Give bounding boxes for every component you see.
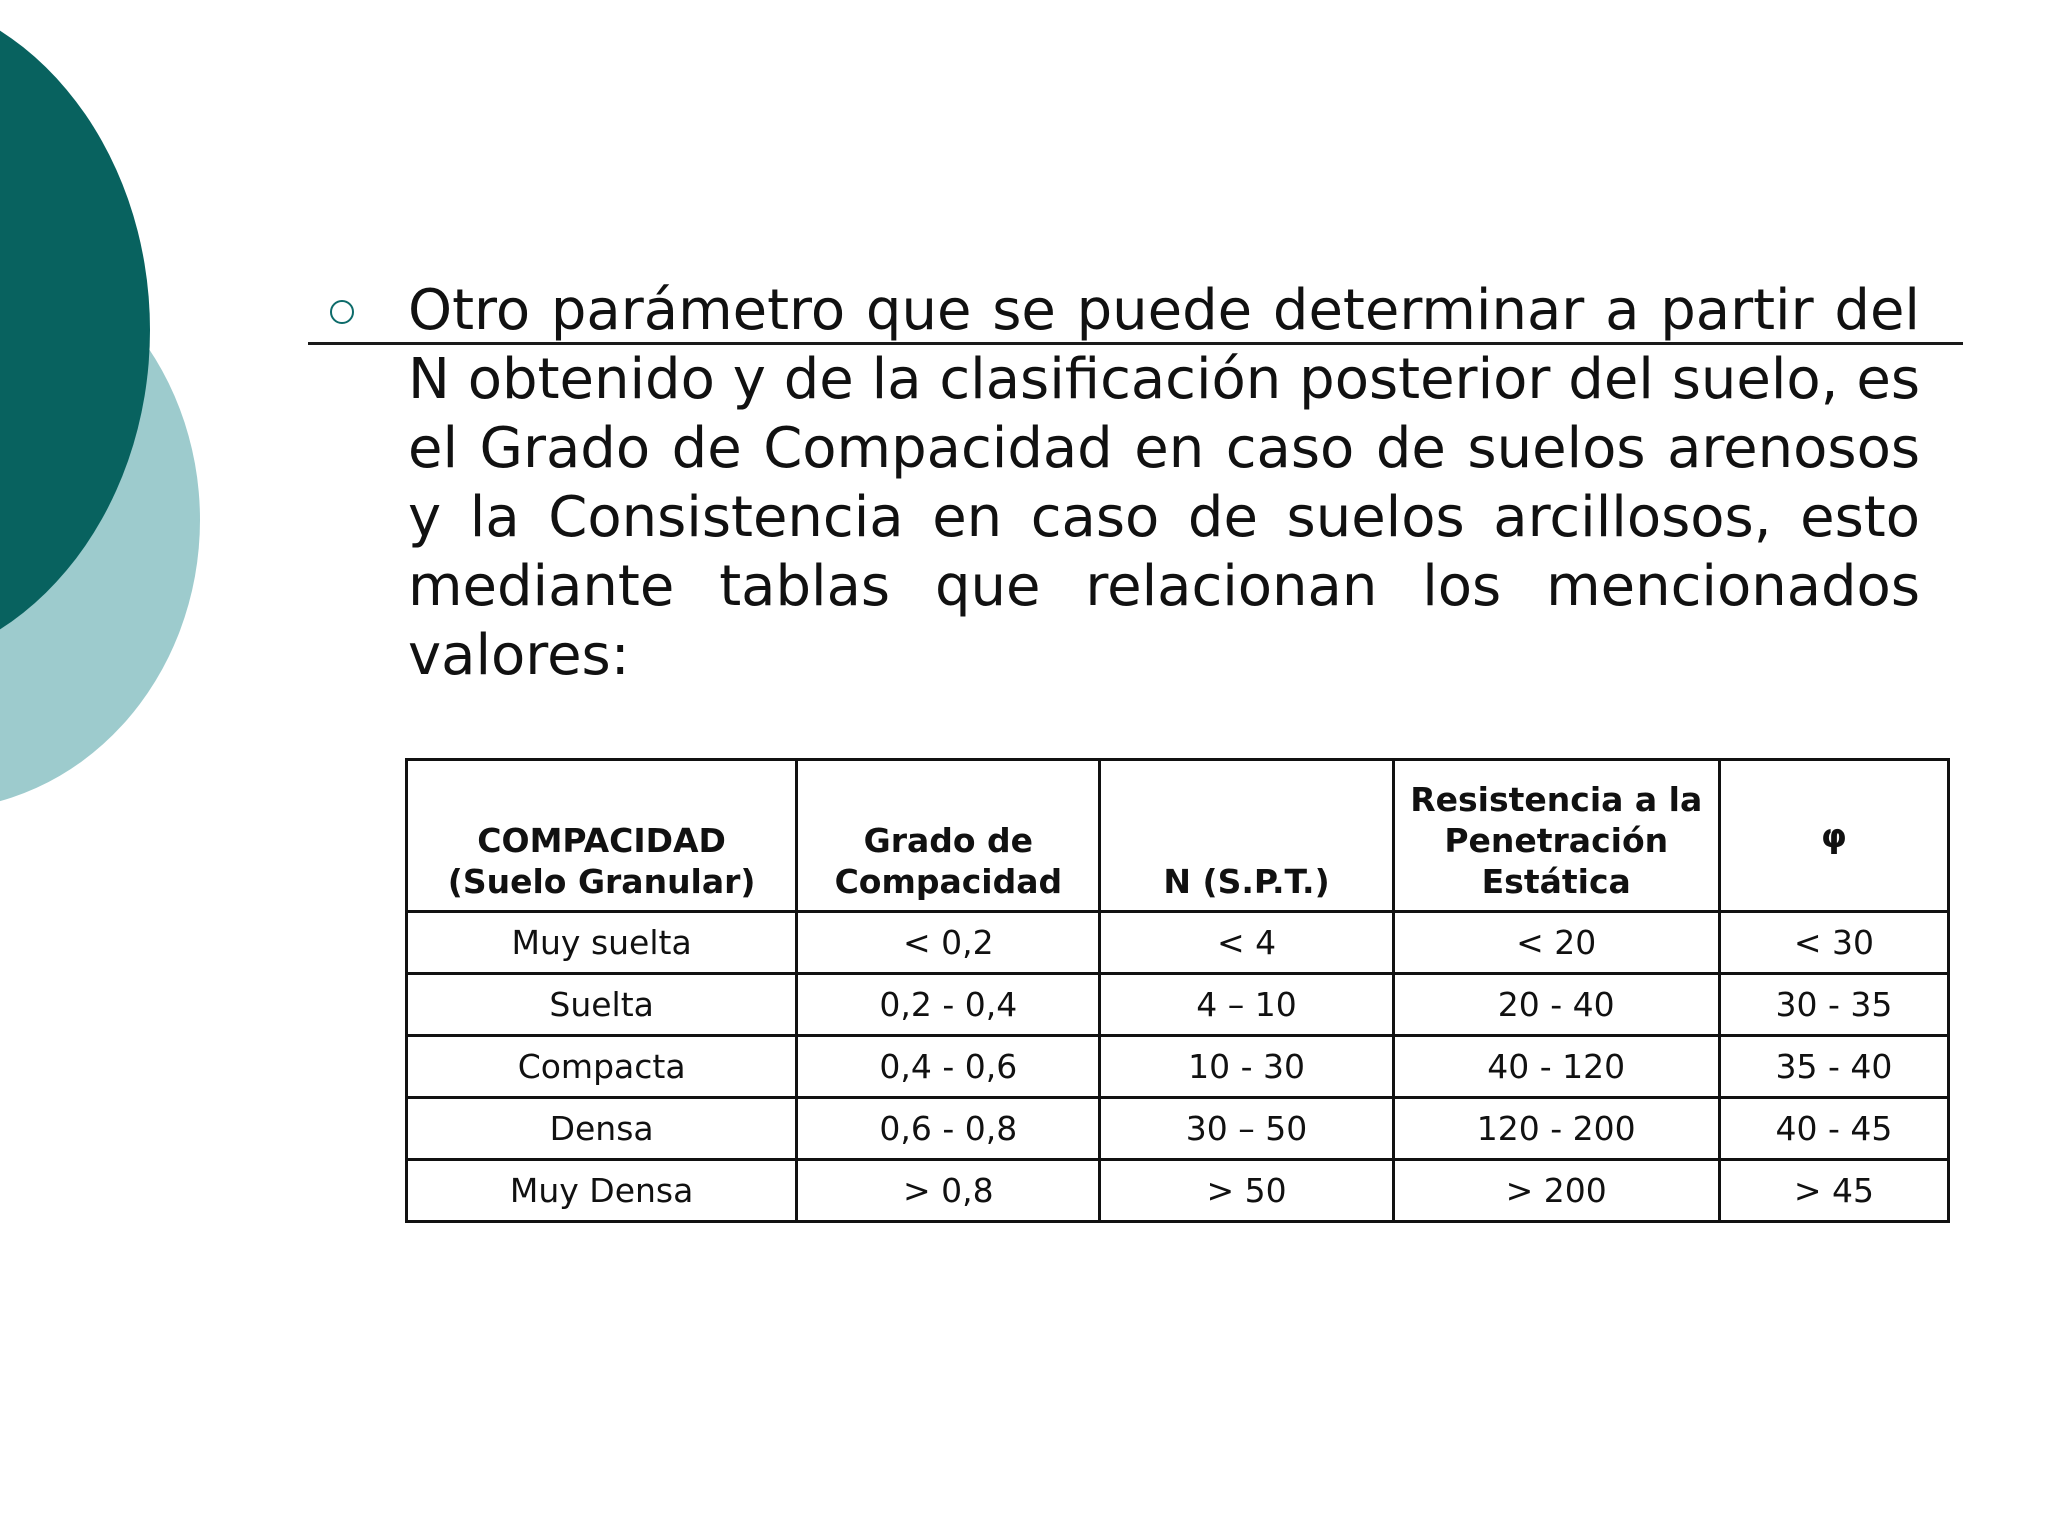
table-cell: 30 - 35 bbox=[1719, 974, 1948, 1036]
table-cell: 30 – 50 bbox=[1100, 1098, 1393, 1160]
table-cell: < 20 bbox=[1393, 912, 1719, 974]
header-grado-compacidad: Grado de Compacidad bbox=[797, 760, 1100, 912]
body-paragraph: Otro parámetro que se puede determinar a partir del N obtenido y de la clasificación posterior del suelo, es el Grado de Compacidad en caso de suelos arenosos y la Consistencia en caso de suelos arcillosos, esto mediante tablas que relacionan los mencionados valores: bbox=[408, 278, 1920, 688]
table-cell: 40 - 45 bbox=[1719, 1098, 1948, 1160]
table-row bbox=[407, 1160, 1949, 1222]
compacidad-table bbox=[405, 758, 1950, 1223]
table-cell: > 45 bbox=[1719, 1160, 1948, 1222]
table-cell: Muy Densa bbox=[407, 1160, 797, 1222]
header-compacidad: COMPACIDAD (Suelo Granular) bbox=[407, 760, 797, 912]
table-cell: 10 - 30 bbox=[1100, 1036, 1393, 1098]
table-header-row bbox=[407, 760, 1949, 912]
table-cell: Suelta bbox=[407, 974, 797, 1036]
table-row bbox=[407, 1098, 1949, 1160]
table-cell: > 200 bbox=[1393, 1160, 1719, 1222]
table-cell: Densa bbox=[407, 1098, 797, 1160]
table-row bbox=[407, 1036, 1949, 1098]
table-cell: 40 - 120 bbox=[1393, 1036, 1719, 1098]
table-row bbox=[407, 974, 1949, 1036]
table-cell: > 0,8 bbox=[797, 1160, 1100, 1222]
bullet-circle-icon bbox=[330, 300, 354, 324]
table-cell: 20 - 40 bbox=[1393, 974, 1719, 1036]
table-cell: 0,2 - 0,4 bbox=[797, 974, 1100, 1036]
table-cell: < 30 bbox=[1719, 912, 1948, 974]
table-cell: Muy suelta bbox=[407, 912, 797, 974]
table-cell: < 0,2 bbox=[797, 912, 1100, 974]
table-cell: 4 – 10 bbox=[1100, 974, 1393, 1036]
header-n-spt: N (S.P.T.) bbox=[1100, 760, 1393, 912]
header-phi: φ bbox=[1719, 760, 1948, 912]
table-cell: 35 - 40 bbox=[1719, 1036, 1948, 1098]
table-cell: 0,6 - 0,8 bbox=[797, 1098, 1100, 1160]
table-cell: > 50 bbox=[1100, 1160, 1393, 1222]
header-resistencia: Resistencia a la Penetración Estática bbox=[1393, 760, 1719, 912]
table-cell: 120 - 200 bbox=[1393, 1098, 1719, 1160]
table-cell: Compacta bbox=[407, 1036, 797, 1098]
table-cell: 0,4 - 0,6 bbox=[797, 1036, 1100, 1098]
table-row bbox=[407, 912, 1949, 974]
table-cell: < 4 bbox=[1100, 912, 1393, 974]
